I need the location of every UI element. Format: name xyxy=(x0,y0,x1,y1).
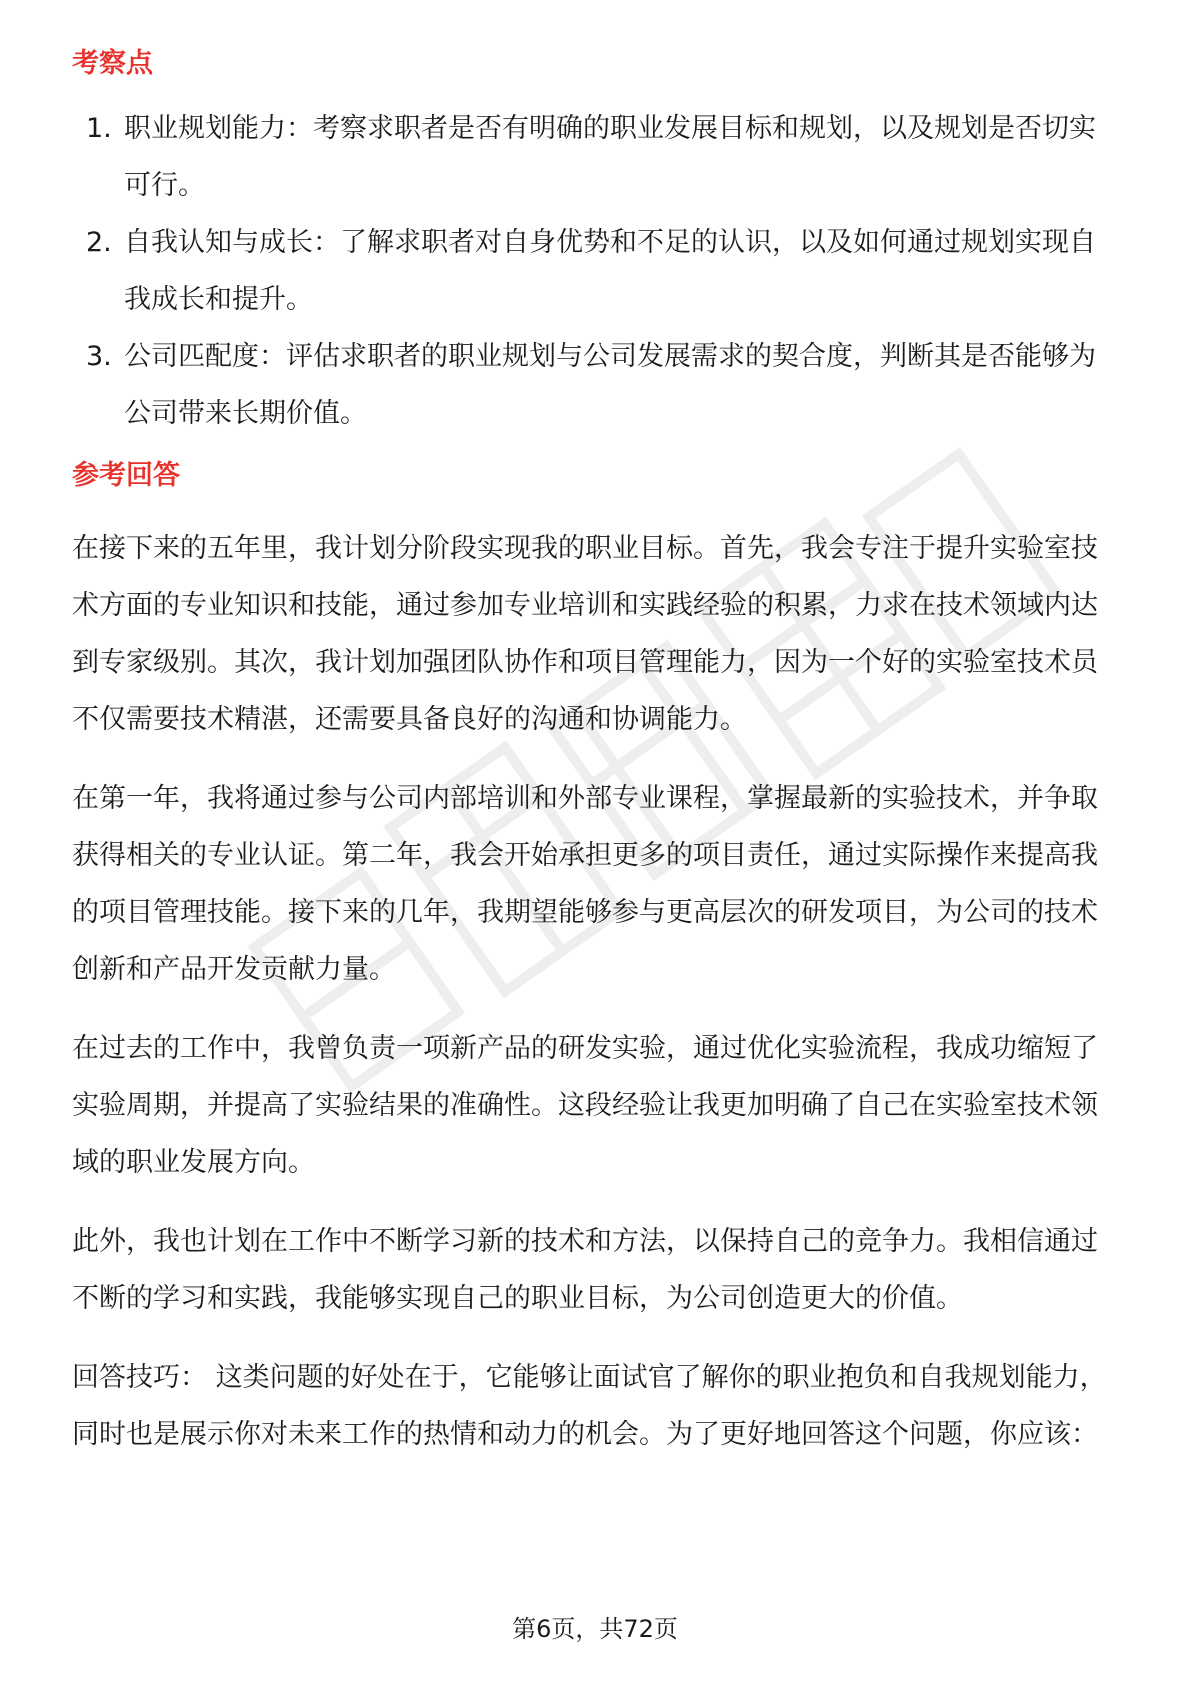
page-footer: 第6页，共72页 xyxy=(512,1615,678,1643)
main-content xyxy=(72,44,1122,1463)
list-item-text: 自我认知与成长：了解求职者对自身优势和不足的认识，以及如何通过规划实现自我成长和提升。 xyxy=(124,227,1096,315)
answer-tips-paragraph: 回答技巧： 这类问题的好处在于，它能够让面试官了解你的职业抱负和自我规划能力，同时也是展示你对未来工作的热情和动力的机会。为了更好地回答这个问题，你应该： xyxy=(72,1362,1107,1450)
exam-points-list xyxy=(72,100,1122,442)
answer-paragraph: 在接下来的五年里，我计划分阶段实现我的职业目标。首先，我会专注于提升实验室技术方面的专业知识和技能，通过参加专业培训和实践经验的积累，力求在技术领域内达到专家级别。其次，我计划加强团队协作和项目管理能力，因为一个好的实验室技术员不仅需要技术精湛，还需要具备良好的沟通和协调能力。 xyxy=(72,533,1098,735)
section-title-exam-points: 考察点 xyxy=(72,48,153,79)
answer-paragraph: 在过去的工作中，我曾负责一项新产品的研发实验，通过优化实验流程，我成功缩短了实验周期，并提高了实验结果的准确性。这段经验让我更加明确了自己在实验室技术领域的职业发展方向。 xyxy=(72,1033,1098,1178)
list-item-number: 2. xyxy=(86,227,112,258)
answer-paragraph: 此外，我也计划在工作中不断学习新的技术和方法，以保持自己的竞争力。我相信通过不断的学习和实践，我能够实现自己的职业目标，为公司创造更大的价值。 xyxy=(72,1226,1098,1314)
list-item xyxy=(72,214,1122,328)
answer-paragraph: 在第一年，我将通过参与公司内部培训和外部专业课程，掌握最新的实验技术，并争取获得相关的专业认证。第二年，我会开始承担更多的项目责任，通过实际操作来提高我的项目管理技能。接下来的几年，我期望能够参与更高层次的研发项目，为公司的技术创新和产品开发贡献力量。 xyxy=(72,783,1098,985)
section-title-reference-answer: 参考回答 xyxy=(72,460,180,491)
list-item-text: 公司匹配度：评估求职者的职业规划与公司发展需求的契合度，判断其是否能够为公司带来长期价值。 xyxy=(124,341,1096,429)
list-item xyxy=(72,100,1122,214)
list-item xyxy=(72,328,1122,442)
list-item-number: 3. xyxy=(86,341,112,372)
list-item-text: 职业规划能力：考察求职者是否有明确的职业发展目标和规划，以及规划是否切实可行。 xyxy=(124,113,1096,201)
list-item-number: 1. xyxy=(86,113,112,144)
